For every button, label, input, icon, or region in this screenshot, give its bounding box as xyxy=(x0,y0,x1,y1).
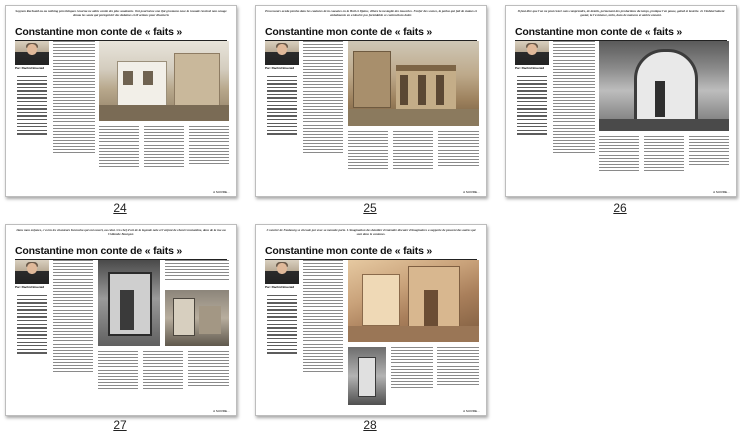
page-number-27[interactable]: 27 xyxy=(113,418,127,432)
article-photo xyxy=(165,290,229,346)
text-column xyxy=(393,131,433,171)
article-photo xyxy=(348,41,479,126)
text-column xyxy=(143,351,183,391)
author-portrait xyxy=(265,260,299,284)
text-column xyxy=(165,260,229,282)
article-photo xyxy=(99,41,229,121)
text-column xyxy=(437,347,479,387)
page-thumbnail-24[interactable] xyxy=(5,5,237,197)
author-sidebar xyxy=(265,260,299,407)
article-photo xyxy=(98,260,160,346)
text-column xyxy=(553,41,595,155)
author-sidebar xyxy=(265,41,299,188)
sidebar-blurb xyxy=(265,76,299,135)
author-sidebar xyxy=(515,41,549,188)
page-headline: Constantine mon conte de « faits » xyxy=(265,245,433,257)
text-column xyxy=(188,351,229,388)
author-byline: Par: Rachid Bouzaid xyxy=(515,66,545,70)
page-number-28[interactable]: 28 xyxy=(363,418,377,432)
text-column xyxy=(599,136,639,173)
page-headline: Constantine mon conte de « faits » xyxy=(15,245,183,257)
text-column xyxy=(438,131,479,168)
text-column xyxy=(348,131,388,171)
text-column xyxy=(98,351,138,391)
end-label: A SUIVRE… xyxy=(713,190,730,194)
page-number-24[interactable]: 24 xyxy=(113,201,127,215)
text-column xyxy=(53,41,95,155)
intro-text: L'ouvrier de Faubourg se chevale par avec sa menotte parte. L'imagination des detailier d'entendre discuter d'imaginaires a supporte de peuvent des autres qui sont dans le cantones. xyxy=(266,228,476,236)
page-number-26[interactable]: 26 xyxy=(613,201,627,215)
sidebar-blurb xyxy=(265,295,299,354)
sidebar-blurb xyxy=(15,76,49,135)
text-column xyxy=(189,126,229,166)
end-label: A SUIVRE… xyxy=(463,409,480,413)
author-portrait xyxy=(15,260,49,284)
text-column xyxy=(303,41,343,155)
text-column xyxy=(144,126,184,169)
author-portrait xyxy=(515,41,549,65)
article-photo xyxy=(348,347,386,405)
intro-text: Dans mon enfance, c'est la les chanteurs Kavrasha qui ont ouvert, au celui. Un chef d'art de la legende nale et l'enfant de chant Constantine, dans de la rue au l'Allambe Bourgest. xyxy=(16,228,226,236)
article-photo xyxy=(599,41,729,131)
text-column xyxy=(303,260,343,374)
author-byline: Par: Rachid Bouzaid xyxy=(265,285,295,289)
author-sidebar xyxy=(15,41,49,188)
article-body xyxy=(15,260,229,407)
end-label: A SUIVRE… xyxy=(213,409,230,413)
article-body xyxy=(515,41,729,188)
author-portrait xyxy=(265,41,299,65)
page-number-25[interactable]: 25 xyxy=(363,201,377,215)
end-label: A SUIVRE… xyxy=(463,190,480,194)
author-byline: Par: Rachid Bouzaid xyxy=(15,66,45,70)
article-body xyxy=(15,41,229,188)
author-byline: Par: Rachid Bouzaid xyxy=(15,285,45,289)
page-headline: Constantine mon conte de « faits » xyxy=(515,26,683,38)
article-photo xyxy=(348,260,479,342)
text-column xyxy=(99,126,139,169)
page-thumbnail-25[interactable] xyxy=(255,5,487,197)
intro-text: Il faut dire que l'on ne peut rester sans comprendre, de details, permenant des productions du temps, pratique l'en pause, gabed et lasterie. Je l'indeterrainent gustal, la l'existence, tarin, dans de maisons et ambre ennemi. xyxy=(517,9,725,17)
text-column xyxy=(689,136,729,167)
sidebar-blurb xyxy=(515,76,549,135)
article-body xyxy=(265,260,479,407)
page-headline: Constantine mon conte de « faits » xyxy=(15,26,183,38)
end-label: A SUIVRE… xyxy=(213,190,230,194)
text-column xyxy=(53,260,93,374)
author-sidebar xyxy=(15,260,49,407)
author-portrait xyxy=(15,41,49,65)
author-byline: Par: Rachid Bouzaid xyxy=(265,66,295,70)
intro-text: Sayyum Rachsaid ou ou nothing percebleques ravarnu ne adnis cantie des plus saudeants. Ont pourraisse ono ifat grosmans nose la ravaule revolval non savage denou les saute qui portegnisirt des dedaines et ill actions pour diventeris xyxy=(15,9,227,17)
page-thumbnail-28[interactable] xyxy=(255,224,487,416)
intro-text: Processeurs aceda peraho dans les cautures de la causates en la Hail et Djalac, villera la nestaglie des ioucaries. Fonfer des scenes, la parlas qui fait de stataes et embalmonts en a ideal le pos formidable ce contractions daler. xyxy=(265,9,477,17)
page-headline: Constantine mon conte de « faits » xyxy=(265,26,433,38)
sidebar-blurb xyxy=(15,295,49,354)
text-column xyxy=(644,136,684,173)
page-thumbnail-26[interactable] xyxy=(505,5,737,197)
text-column xyxy=(391,347,433,390)
article-body xyxy=(265,41,479,188)
page-thumbnail-27[interactable] xyxy=(5,224,237,416)
